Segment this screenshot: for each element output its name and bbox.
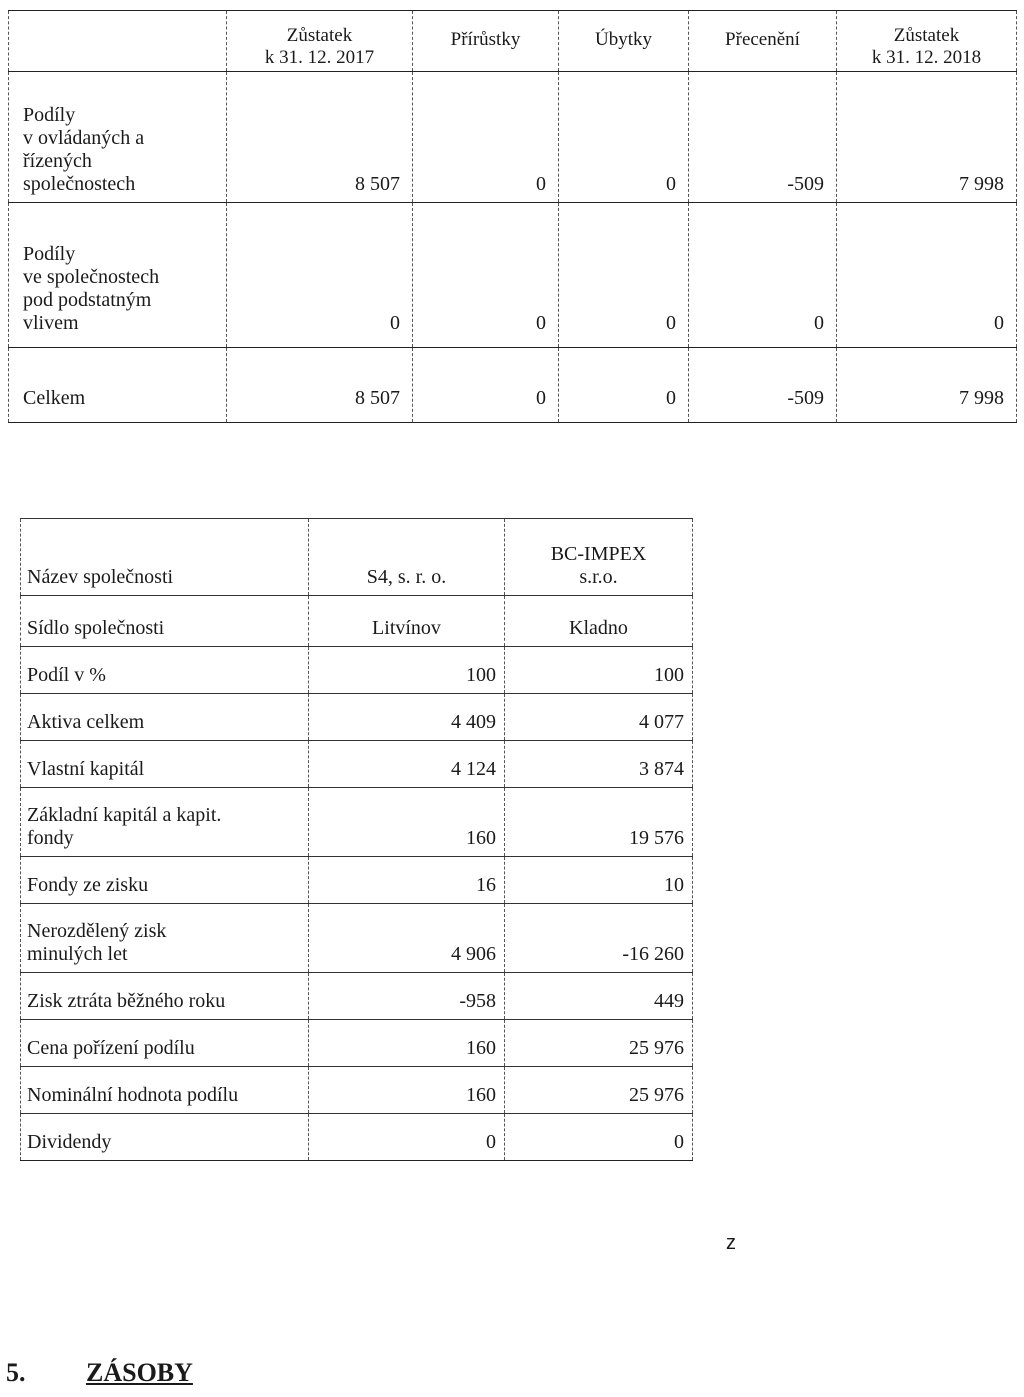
cell-value: 160 — [309, 788, 505, 857]
table-row — [21, 1114, 693, 1161]
row-label: Cena pořízení podílu — [21, 1020, 309, 1067]
header-cell-empty — [9, 11, 227, 72]
cell-value: 449 — [505, 973, 693, 1020]
row-label: Sídlo společnosti — [21, 596, 309, 647]
cell-value: 0 — [413, 348, 559, 423]
cell-value: 0 — [559, 203, 689, 348]
cell-value: 0 — [689, 203, 837, 348]
table-header-row — [9, 11, 1017, 72]
cell-value: 100 — [309, 647, 505, 694]
header-additions: Přírůstky — [413, 11, 559, 72]
table-row — [21, 1067, 693, 1114]
table-row — [21, 904, 693, 973]
cell-value: -509 — [689, 72, 837, 203]
company-seat: Kladno — [505, 596, 693, 647]
row-label: Nerozdělený zisk minulých let — [21, 904, 309, 973]
cell-value: 25 976 — [505, 1020, 693, 1067]
cell-value: 19 576 — [505, 788, 693, 857]
cell-value: 16 — [309, 857, 505, 904]
company-name: BC-IMPEX s.r.o. — [505, 519, 693, 596]
cell-value: 160 — [309, 1067, 505, 1114]
row-label: Nominální hodnota podílu — [21, 1067, 309, 1114]
row-label: Základní kapitál a kapit. fondy — [21, 788, 309, 857]
cell-value: 4 906 — [309, 904, 505, 973]
row-label: Podíly v ovládaných a řízených společnostech — [9, 72, 227, 203]
table-row — [21, 741, 693, 788]
subsidiaries-table — [20, 518, 693, 1161]
section-number: 5. — [6, 1358, 26, 1387]
table-row — [21, 1020, 693, 1067]
cell-value: 0 — [413, 72, 559, 203]
row-label: Podíl v % — [21, 647, 309, 694]
cell-value: 160 — [309, 1020, 505, 1067]
row-label: Dividendy — [21, 1114, 309, 1161]
table-row — [21, 694, 693, 741]
header-revaluation: Přecenění — [689, 11, 837, 72]
header-balance-2018: Zůstatek k 31. 12. 2018 — [837, 11, 1017, 72]
table-row — [21, 788, 693, 857]
cell-value: 10 — [505, 857, 693, 904]
cell-value: -509 — [689, 348, 837, 423]
cell-value: 3 874 — [505, 741, 693, 788]
cell-value: 7 998 — [837, 348, 1017, 423]
cell-value: 4 124 — [309, 741, 505, 788]
table-row-total — [9, 348, 1017, 423]
cell-value: -958 — [309, 973, 505, 1020]
investments-movement-table — [8, 10, 1017, 423]
cell-value: -16 260 — [505, 904, 693, 973]
cell-value: 0 — [413, 203, 559, 348]
cell-value: 0 — [559, 348, 689, 423]
table-row — [9, 203, 1017, 348]
company-name-row — [21, 519, 693, 596]
row-label: Název společnosti — [21, 519, 309, 596]
cell-value: 0 — [505, 1114, 693, 1161]
cell-value: 4 077 — [505, 694, 693, 741]
cell-value: 4 409 — [309, 694, 505, 741]
row-label: Podíly ve společnostech pod podstatným vlivem — [9, 203, 227, 348]
cell-value: 25 976 — [505, 1067, 693, 1114]
row-label: Celkem — [9, 348, 227, 423]
table-row — [21, 973, 693, 1020]
cell-value: 0 — [309, 1114, 505, 1161]
table-row — [9, 72, 1017, 203]
company-seat: Litvínov — [309, 596, 505, 647]
cell-value: 0 — [837, 203, 1017, 348]
row-label: Aktiva celkem — [21, 694, 309, 741]
cell-value: 7 998 — [837, 72, 1017, 203]
row-label: Zisk ztráta běžného roku — [21, 973, 309, 1020]
cell-value: 100 — [505, 647, 693, 694]
table-row — [21, 857, 693, 904]
header-disposals: Úbytky — [559, 11, 689, 72]
table-row — [21, 647, 693, 694]
header-balance-2017: Zůstatek k 31. 12. 2017 — [227, 11, 413, 72]
stray-mark: z — [726, 1232, 736, 1254]
row-label: Vlastní kapitál — [21, 741, 309, 788]
row-label: Fondy ze zisku — [21, 857, 309, 904]
cell-value: 8 507 — [227, 72, 413, 203]
company-name: S4, s. r. o. — [309, 519, 505, 596]
section-title: ZÁSOBY — [86, 1358, 193, 1387]
cell-value: 0 — [227, 203, 413, 348]
cell-value: 8 507 — [227, 348, 413, 423]
company-seat-row — [21, 596, 693, 647]
section-heading — [6, 1358, 193, 1388]
cell-value: 0 — [559, 72, 689, 203]
